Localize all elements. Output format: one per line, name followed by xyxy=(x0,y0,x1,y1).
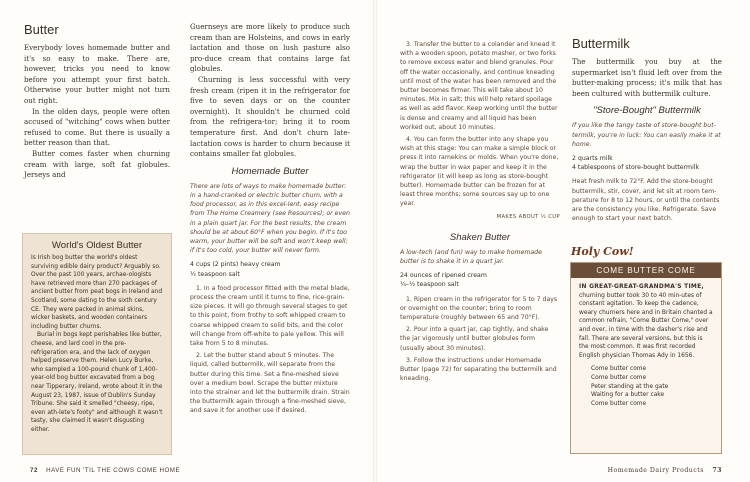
footer-left xyxy=(30,467,180,474)
sidebar-paragraph: Burial in bogs kept perishables like butter, cheese, and lard cool in the pre-refrigeration era, and the lack of oxygen helped preserve them. Helen Lucy Burke, who sampled a 100-pound chunk of 1,400-year-old bog butter excavated from a bog near Tipperary, Ireland, wrote about it in the August 23, 1987, issue of Dublin's Sunday Tribune. She said it smelled "cheesy, ripe, even ath-lete's footy" and although it wasn't tasty, she claimed it wasn't disgusting either. xyxy=(31,332,163,433)
recipe-title: "Store-Bought" Buttermilk xyxy=(593,105,701,117)
section-heading-butter: Butter xyxy=(24,22,59,37)
recipe-method: Heat fresh milk to 72°F. Add the store-bought buttermilk, stir, cover, and let sit at room tem-perature for 8 to 12 hours, or until the contents are the consistency you like. Refrigerate. Save enough to start your next batch. xyxy=(572,178,720,223)
recipe-step: 3. Transfer the butter to a colander and knead it with a wooden spoon, potato masher, or two forks to remove excess water and blend granules. Pour off the water occasionally, and continue kneading until most of the water has been removed and the butter becomes firmer. This will take about 10 minutes. Mix in salt; this will help retard spoilage as well as add flavor. Keep working until the butter is dense and creamy and all liquid has been worked out, about 10 minutes. xyxy=(400,41,558,131)
butter-text xyxy=(24,43,170,181)
recipe-intro: A low-tech (and fun) way to make homemade butter is to shake it in a quart jar. xyxy=(400,248,542,266)
poem xyxy=(591,365,713,408)
recipe-step: 1. In a food processor fitted with the metal blade, process the cream until it turns to fine, rice-grain-size pieces. It will go through several stages to get to this point, from frothy to soft whipped cream to coarse whipped cream to solid bits, and the color will change from off-white to pale yellow. This will take from 5 to 8 minutes. xyxy=(190,284,350,347)
recipe-title: Shaken Butter xyxy=(449,231,511,243)
page-number: 73 xyxy=(712,467,722,474)
recipe-step: 3. Follow the instructions under Homemade Butter (page 72) for separating the buttermilk and kneading. xyxy=(400,356,557,383)
ingredients-list xyxy=(572,154,722,172)
recipe-intro: There are lots of ways to make homemade butter: in a hand-cranked or electric butter churn, with a food processor, as in this excel-lent, easy recipe from The Home Creamery (see Resources); or even in a plain quart jar. For the best results, the cream should be at about 60°F when you begin. If it's too warm, your butter will be soft and won't keep well; if it's too cold, your butter will never form. xyxy=(190,182,350,255)
recipe-intro: If you like the tangy taste of store-bought but-termilk, you're in luck: You can easily make it at home. xyxy=(572,122,721,148)
paragraph: Butter comes faster when churning cream with large, soft fat globules. Jerseys and xyxy=(24,148,170,180)
box-paragraph xyxy=(579,283,713,360)
ingredient: ½ teaspoon salt xyxy=(190,270,240,278)
poem-line: Come butter come xyxy=(591,366,647,373)
holy-cow-label: Holy Cow! xyxy=(571,245,634,258)
paragraph: In the olden days, people were often accused of "witching" cows when butter refused to come. But there is usually a better reason than that. xyxy=(24,106,170,148)
recipe-steps xyxy=(400,295,560,384)
recipe-steps xyxy=(190,284,350,416)
page-number: 72 xyxy=(30,467,38,474)
sidebar-oldest-butter xyxy=(22,233,172,455)
sidebar-paragraph: Is Irish bog butter the world's oldest surviving edible dairy product? Arguably so. Over the past 100 years, archae-ologists have retrieved more than 270 packages of ancient butter from peat bogs in Ireland and Scotland, some dating to the sixth century CE. They were packed in animal skins, wicker baskets, and wooden containers including butter churns. xyxy=(31,255,163,330)
paragraph: Churning is less successful with very fresh cream (ripen it in the refrigerator for five to seven days or on the counter overnight). It shouldn't be churned cold from the refrigera-tor; bring it to room temperature first. And don't churn late-lactation cows is harder to churn because it contains smaller fat globules. xyxy=(190,74,350,159)
sidebar-title: World's Oldest Butter xyxy=(51,240,143,251)
paragraph: The buttermilk you buy at the supermarket isn't fluid left over from the butter-making process; it's milk that has been cultured with buttermilk culture. xyxy=(572,57,722,98)
running-title: Homemade Dairy Products xyxy=(607,467,704,474)
section-heading-buttermilk: Buttermilk xyxy=(572,36,630,51)
recipe-yield: MAKES ABOUT ½ CUP xyxy=(496,213,560,220)
running-title: HAVE FUN 'TIL THE COWS COME HOME xyxy=(46,467,181,474)
ingredient: 4 tablespoons of store-bought buttermilk xyxy=(572,164,700,172)
poem-line: Come butter come xyxy=(591,400,647,407)
paragraph: Everybody loves homemade butter and it's so easy to make. There are, however, tricks you need to know before you attempt your first batch. Otherwise your butter might not turn out right. xyxy=(24,43,170,105)
ingredient: 2 quarts milk xyxy=(572,154,613,162)
column-homemade-butter xyxy=(190,22,350,419)
box-title: COME BUTTER COME xyxy=(571,263,721,278)
column-shaken-butter xyxy=(400,40,560,387)
box-body: churning butter took 30 to 40 min-utes of constant agitation. To keep the cadence, weary churners here and in Britain chanted a common refrain, "Come Butter Come," over and over, in time with the dasher's rise and fall. There are several versions, but this is the most common. It was first recorded English physician Thomas Ady in 1656. xyxy=(579,292,713,359)
poem-line: Peter standing at the gate xyxy=(591,383,669,390)
ingredient: 4 cups (2 pints) heavy cream xyxy=(190,261,281,269)
ingredient: 24 ounces of ripened cream xyxy=(400,272,487,280)
poem-line: Waiting for a butter cake xyxy=(591,392,665,399)
poem-line: Come butter come xyxy=(591,374,647,381)
ingredients-list xyxy=(400,271,560,289)
box-lead: IN GREAT-GREAT-GRANDMA'S TIME, xyxy=(579,284,704,290)
recipe-step: 2. Pour into a quart jar, cap tightly, and shake the jar vigorously until butter globules form (usually about 30 minutes). xyxy=(400,326,549,352)
recipe-step: 1. Ripen cream in the refrigerator for 5 to 7 days or overnight on the counter; bring to room temperature (roughly between 65 and 70°F). xyxy=(400,295,558,322)
page-gutter xyxy=(373,0,377,482)
recipe-title: Homemade Butter xyxy=(231,165,309,177)
recipe-step: 4. You can form the butter into any shape you wish at this stage: You can make a simple block or press it into ramekins or molds. When you're done, wrap the butter in wax paper and keep it in the refrigerator (it will keep as long as store-bought butter). Homemade butter can be frozen for at least three months; some sources say up to one year. xyxy=(400,136,559,208)
column-butter xyxy=(24,22,170,181)
ingredients-list xyxy=(190,260,350,278)
paragraph: Guernseys are more likely to produce such cream than are Holsteins, and cows in early lactation and those on lush pasture also pro-duce cream that contains large fat globules. xyxy=(190,22,350,74)
column-buttermilk xyxy=(572,36,722,223)
ingredient: ¼–½ teaspoon salt xyxy=(400,281,459,289)
footer-right xyxy=(608,467,722,474)
recipe-step: 2. Let the butter stand about 5 minutes. The liquid, called buttermilk, will separate from the butter during this time. Set a fine-meshed sieve over a medium bowl. Scrape the butter mixture into the strainer and let the buttermilk drain. Strain the buttermilk again through a fine-meshed sieve, and save it for another use if desired. xyxy=(190,352,350,415)
come-butter-come-box xyxy=(570,262,722,454)
